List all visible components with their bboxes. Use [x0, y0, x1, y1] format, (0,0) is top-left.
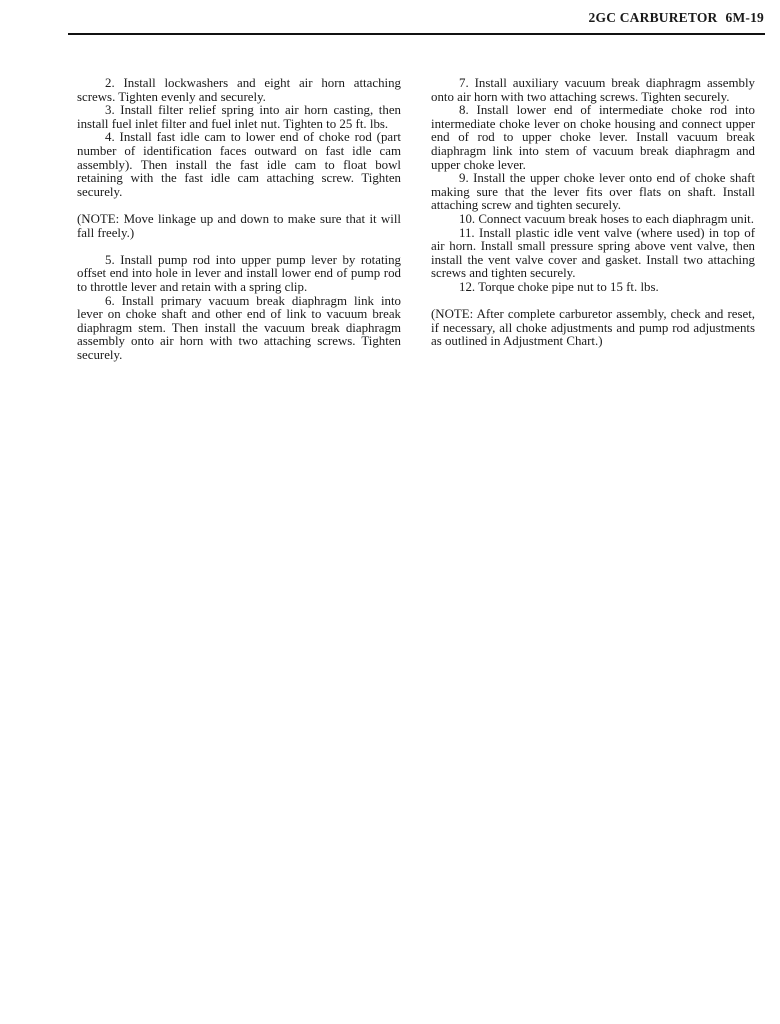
step-4: 4. Install fast idle cam to lower end of choke rod (part number of identification faces outward on fast idle cam assembly). Then install the fast idle cam to float bowl retaining with the fast idle cam attaching screw. Tighten securely.	[77, 130, 401, 199]
section-title: 2GC CARBURETOR	[588, 10, 718, 25]
note-adjustments: (NOTE: After complete carburetor assembly, check and reset, if necessary, all choke adjustments and pump rod adjustments as outlined in Adjustment Chart.)	[431, 307, 755, 349]
step-12: 12. Torque choke pipe nut to 15 ft. lbs.	[459, 279, 659, 294]
step-6: 6. Install primary vacuum break diaphragm link into lever on choke shaft and other end of link to vacuum break diaphragm stem. Then install the vacuum break diaphragm assembly onto air horn with two attaching screws. Tighten securely.	[77, 293, 401, 362]
left-column	[77, 77, 401, 362]
step-10: 10. Connect vacuum break hoses to each diaphragm unit.	[459, 211, 754, 226]
step-8: 8. Install lower end of intermediate choke rod into intermediate choke lever on choke housing and connect upper end of rod to upper choke lever. Install vacuum break diaphragm link into stem of vacuum break diaphragm and upper choke lever.	[431, 103, 755, 172]
page-number: 6M-19	[725, 10, 764, 25]
page-header	[581, 10, 764, 26]
right-column	[431, 77, 755, 362]
step-9: 9. Install the upper choke lever onto end of choke shaft making sure that the lever fits over flats on shaft. Install attaching screw and tighten securely.	[431, 171, 755, 213]
header-rule	[68, 33, 765, 35]
step-3: 3. Install filter relief spring into air horn casting, then install fuel inlet filter and fuel inlet nut. Tighten to 25 ft. lbs.	[77, 103, 401, 131]
step-11: 11. Install plastic idle vent valve (where used) in top of air horn. Install small pressure spring above vent valve, then install the vent valve cover and gasket. Install two attaching screws and tighten securely.	[431, 225, 755, 281]
step-2: 2. Install lockwashers and eight air horn attaching screws. Tighten evenly and securely.	[77, 76, 401, 104]
step-5: 5. Install pump rod into upper pump lever by rotating offset end into hole in lever and install lower end of pump rod to throttle lever and retain with a spring clip.	[77, 252, 401, 294]
step-7: 7. Install auxiliary vacuum break diaphragm assembly onto air horn with two attaching screws. Tighten securely.	[431, 76, 755, 104]
note-linkage: (NOTE: Move linkage up and down to make sure that it will fall freely.)	[77, 211, 401, 240]
